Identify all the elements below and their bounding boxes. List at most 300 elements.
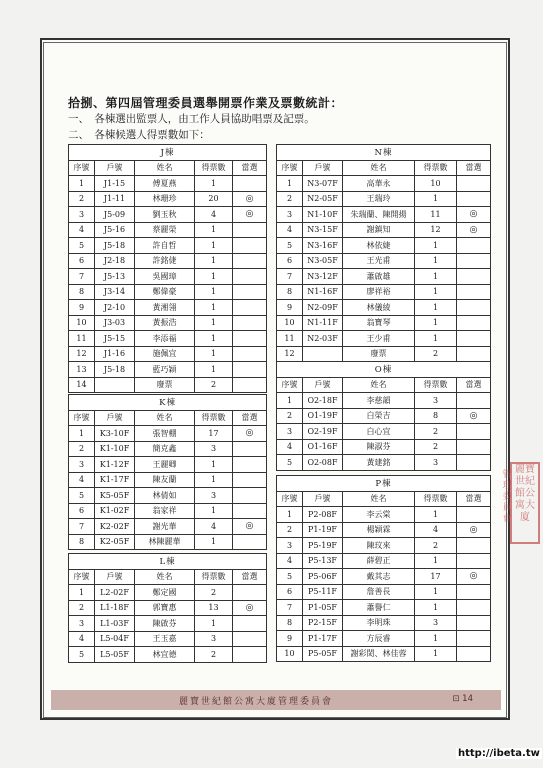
votes-cell: 1 [195, 472, 233, 488]
seq-cell: 9 [69, 300, 95, 316]
elected-cell [233, 534, 267, 550]
table-row [69, 441, 267, 457]
elected-cell [233, 315, 267, 331]
unit-cell: K5-05F [95, 488, 135, 504]
instruction-2: 二、 各棟候選人得票數如下： [68, 129, 210, 141]
elected-cell [457, 455, 491, 471]
name-cell: 廢票 [135, 377, 195, 393]
seq-cell: 11 [277, 331, 303, 347]
seq-cell: 6 [69, 503, 95, 519]
table-row [277, 522, 491, 538]
elected-cell [233, 300, 267, 316]
elected-cell [233, 472, 267, 488]
column-header-seq: 序號 [277, 491, 303, 507]
unit-cell: O2-08F [303, 455, 343, 471]
unit-cell: K2-05F [95, 534, 135, 550]
name-cell: 蕭啟雄 [343, 269, 415, 285]
unit-cell: K3-10F [95, 426, 135, 442]
unit-cell: J3-14 [95, 284, 135, 300]
votes-cell: 1 [415, 269, 457, 285]
elected-cell [457, 315, 491, 331]
seq-cell: 10 [277, 315, 303, 331]
votes-cell: 4 [195, 519, 233, 535]
building-title: N棟 [277, 145, 491, 161]
seq-cell: 11 [69, 331, 95, 347]
table-row [69, 331, 267, 347]
seq-cell: 3 [69, 207, 95, 223]
header-row [277, 160, 491, 176]
votes-cell: 8 [415, 408, 457, 424]
column-header-name: 姓名 [343, 377, 415, 393]
seq-cell: 7 [69, 519, 95, 535]
votes-cell: 2 [195, 377, 233, 393]
seq-cell: 5 [69, 488, 95, 504]
elected-cell [457, 238, 491, 254]
votes-cell: 3 [415, 615, 457, 631]
seq-cell: 12 [69, 346, 95, 362]
unit-cell: N3-05F [303, 253, 343, 269]
elected-cell [457, 507, 491, 523]
table-row [69, 585, 267, 601]
votes-cell: 10 [415, 176, 457, 192]
table-row [277, 393, 491, 409]
name-cell: 翁家祥 [135, 503, 195, 519]
seq-cell: 3 [69, 616, 95, 632]
votes-cell: 1 [195, 238, 233, 254]
table-row [69, 631, 267, 647]
name-cell: 陳啟芬 [135, 616, 195, 632]
elected-cell [233, 441, 267, 457]
name-cell: 謝彩閎、林佳蓉 [343, 646, 415, 662]
name-cell: 李慈韻 [343, 393, 415, 409]
name-cell: 藍巧穎 [135, 362, 195, 378]
unit-cell: N2-05F [303, 191, 343, 207]
unit-cell: L1-18F [95, 600, 135, 616]
column-header-name: 姓名 [343, 491, 415, 507]
unit-cell: K2-02F [95, 519, 135, 535]
column-header-seq: 序號 [69, 410, 95, 426]
column-header-votes: 得票數 [415, 160, 457, 176]
building-j-table [68, 144, 267, 393]
elected-cell [457, 300, 491, 316]
unit-cell: O2-19F [303, 424, 343, 440]
name-cell: 黃建銘 [343, 455, 415, 471]
elected-cell [457, 553, 491, 569]
column-header-name: 姓名 [135, 569, 195, 585]
seq-cell: 1 [69, 176, 95, 192]
seq-cell: 2 [69, 191, 95, 207]
building-title: O棟 [277, 362, 491, 378]
votes-cell: 1 [195, 503, 233, 519]
elected-cell [457, 584, 491, 600]
elected-cell [233, 284, 267, 300]
unit-cell: J3-03 [95, 315, 135, 331]
table-row [69, 519, 267, 535]
table-row [277, 553, 491, 569]
table-row [277, 584, 491, 600]
unit-cell: K1-17F [95, 472, 135, 488]
page-title: 拾捌、第四屆管理委員選舉開票作業及票數統計： [68, 96, 344, 110]
table-row [277, 253, 491, 269]
votes-cell: 4 [195, 207, 233, 223]
votes-cell: 2 [415, 538, 457, 554]
unit-cell: N1-11F [303, 315, 343, 331]
table-row [277, 300, 491, 316]
seq-cell: 5 [277, 569, 303, 585]
elected-cell: ◎ [233, 207, 267, 223]
building-k-table [68, 394, 267, 550]
votes-cell: 1 [195, 362, 233, 378]
name-cell: 林依婕 [343, 238, 415, 254]
unit-cell: K1-10F [95, 441, 135, 457]
seq-cell: 4 [277, 553, 303, 569]
elected-cell [457, 393, 491, 409]
table-row [277, 238, 491, 254]
votes-cell: 1 [415, 315, 457, 331]
column-header-unit: 戶號 [95, 160, 135, 176]
name-cell: 李添福 [135, 331, 195, 347]
table-row [69, 315, 267, 331]
table-row [277, 538, 491, 554]
seq-cell: 8 [277, 615, 303, 631]
header-row [69, 569, 267, 585]
seq-cell: 4 [69, 631, 95, 647]
seq-cell: 10 [277, 646, 303, 662]
elected-cell [457, 284, 491, 300]
table-row [277, 191, 491, 207]
votes-cell: 1 [195, 331, 233, 347]
column-header-seq: 序號 [69, 569, 95, 585]
name-cell: 廢票 [343, 346, 415, 362]
unit-cell: L1-03F [95, 616, 135, 632]
elected-cell [457, 176, 491, 192]
seq-cell: 6 [69, 253, 95, 269]
votes-cell: 1 [415, 553, 457, 569]
seq-cell: 4 [69, 222, 95, 238]
building-title: K棟 [69, 395, 267, 411]
unit-cell: J5-09 [95, 207, 135, 223]
name-cell: 郭寶惠 [135, 600, 195, 616]
elected-cell [233, 488, 267, 504]
elected-cell [457, 538, 491, 554]
name-cell: 簡克鑫 [135, 441, 195, 457]
seq-cell: 1 [69, 426, 95, 442]
column-header-votes: 得票數 [195, 160, 233, 176]
elected-cell [233, 616, 267, 632]
column-header-elected: 當選 [233, 410, 267, 426]
votes-cell: 3 [195, 488, 233, 504]
votes-cell: 1 [195, 457, 233, 473]
page-footer [51, 690, 501, 710]
votes-cell: 1 [415, 331, 457, 347]
votes-cell: 1 [415, 238, 457, 254]
table-row [69, 616, 267, 632]
votes-cell: 1 [195, 253, 233, 269]
votes-cell: 2 [415, 424, 457, 440]
table-row [277, 646, 491, 662]
elected-cell [233, 331, 267, 347]
table-row [69, 207, 267, 223]
elected-cell: ◎ [457, 207, 491, 223]
name-cell: 王瑞玲 [343, 191, 415, 207]
elected-cell [233, 222, 267, 238]
seq-cell: 2 [277, 522, 303, 538]
column-header-unit: 戶號 [303, 377, 343, 393]
seq-cell: 4 [277, 222, 303, 238]
table-row [69, 472, 267, 488]
seq-cell: 14 [69, 377, 95, 393]
votes-cell: 20 [195, 191, 233, 207]
unit-cell: O2-18F [303, 393, 343, 409]
unit-cell: J5-16 [95, 222, 135, 238]
name-cell: 許銘倢 [135, 253, 195, 269]
unit-cell: N2-03F [303, 331, 343, 347]
seq-cell: 12 [277, 346, 303, 362]
seq-cell: 5 [69, 238, 95, 254]
unit-cell: J2-18 [95, 253, 135, 269]
table-row [277, 269, 491, 285]
name-cell: 施佩宜 [135, 346, 195, 362]
seq-cell: 4 [69, 472, 95, 488]
elected-cell [457, 424, 491, 440]
name-cell: 翁寶琴 [343, 315, 415, 331]
seq-cell: 2 [69, 441, 95, 457]
elected-cell [457, 331, 491, 347]
building-title: J棟 [69, 145, 267, 161]
seq-cell: 5 [277, 455, 303, 471]
elected-cell [457, 191, 491, 207]
column-header-elected: 當選 [457, 491, 491, 507]
name-cell: 朱瑞蘭、陳開揚 [343, 207, 415, 223]
table-row [69, 647, 267, 663]
unit-cell: J5-15 [95, 331, 135, 347]
header-row [277, 377, 491, 393]
name-cell: 方辰睿 [343, 631, 415, 647]
elected-cell [233, 346, 267, 362]
elected-cell: ◎ [457, 408, 491, 424]
seq-cell: 1 [277, 176, 303, 192]
name-cell: 戴其志 [343, 569, 415, 585]
seq-cell: 1 [277, 393, 303, 409]
elected-cell [457, 600, 491, 616]
unit-cell: P5-19F [303, 538, 343, 554]
column-header-name: 姓名 [135, 160, 195, 176]
seq-cell: 3 [69, 457, 95, 473]
unit-cell: J5-18 [95, 362, 135, 378]
table-row [277, 569, 491, 585]
unit-cell: N1-16F [303, 284, 343, 300]
column-header-unit: 戶號 [95, 569, 135, 585]
unit-cell: P1-17F [303, 631, 343, 647]
elected-cell [457, 269, 491, 285]
unit-cell: N2-09F [303, 300, 343, 316]
seq-cell: 5 [277, 238, 303, 254]
table-row [277, 207, 491, 223]
votes-cell: 1 [415, 253, 457, 269]
building-o-table [276, 361, 491, 471]
name-cell: 王少甫 [343, 331, 415, 347]
table-row [277, 631, 491, 647]
column-header-votes: 得票數 [195, 410, 233, 426]
seq-cell: 7 [277, 600, 303, 616]
elected-cell [457, 439, 491, 455]
table-row [277, 284, 491, 300]
votes-cell: 1 [415, 300, 457, 316]
seq-cell: 2 [277, 191, 303, 207]
votes-cell: 2 [195, 585, 233, 601]
table-row [69, 488, 267, 504]
unit-cell: J5-18 [95, 238, 135, 254]
table-row [277, 424, 491, 440]
building-l-table [68, 553, 267, 663]
unit-cell [95, 377, 135, 393]
seq-cell: 13 [69, 362, 95, 378]
column-header-votes: 得票數 [195, 569, 233, 585]
seq-cell: 3 [277, 424, 303, 440]
unit-cell: L5-04F [95, 631, 135, 647]
votes-cell: 1 [415, 507, 457, 523]
votes-cell: 1 [415, 284, 457, 300]
table-row [277, 439, 491, 455]
unit-cell: L2-02F [95, 585, 135, 601]
name-cell: 王麗卿 [135, 457, 195, 473]
unit-cell: P1-05F [303, 600, 343, 616]
votes-cell: 1 [195, 300, 233, 316]
name-cell: 林儀綾 [343, 300, 415, 316]
table-row [69, 362, 267, 378]
seal-text: 麗寶世紀館公寓大廈 [515, 464, 535, 523]
unit-cell [303, 346, 343, 362]
column-header-elected: 當選 [457, 377, 491, 393]
name-cell: 李明珠 [343, 615, 415, 631]
table-row [277, 176, 491, 192]
name-cell: 林倩如 [135, 488, 195, 504]
header-row [69, 410, 267, 426]
unit-cell: P5-06F [303, 569, 343, 585]
seq-cell: 4 [277, 439, 303, 455]
seq-cell: 10 [69, 315, 95, 331]
table-row [69, 284, 267, 300]
name-cell: 吳國璋 [135, 269, 195, 285]
votes-cell: 1 [415, 646, 457, 662]
column-header-seq: 序號 [277, 377, 303, 393]
votes-cell: 1 [195, 269, 233, 285]
votes-cell: 1 [415, 584, 457, 600]
votes-cell: 17 [195, 426, 233, 442]
name-cell: 傅夏燕 [135, 176, 195, 192]
votes-cell: 4 [415, 522, 457, 538]
name-cell: 廖祥裕 [343, 284, 415, 300]
table-row [69, 600, 267, 616]
name-cell: 楊穎霖 [343, 522, 415, 538]
unit-cell: N3-16F [303, 238, 343, 254]
name-cell: 陳友蘭 [135, 472, 195, 488]
votes-cell: 1 [415, 631, 457, 647]
column-header-votes: 得票數 [415, 377, 457, 393]
name-cell: 蕭譽仁 [343, 600, 415, 616]
table-row [277, 507, 491, 523]
name-cell: 黃振浩 [135, 315, 195, 331]
column-header-unit: 戶號 [303, 491, 343, 507]
header-row [277, 491, 491, 507]
seq-cell: 1 [69, 585, 95, 601]
unit-cell: O1-19F [303, 408, 343, 424]
name-cell: 白心宜 [343, 424, 415, 440]
unit-cell: P5-11F [303, 584, 343, 600]
elected-cell [233, 362, 267, 378]
name-cell: 劉玉秋 [135, 207, 195, 223]
votes-cell: 3 [195, 441, 233, 457]
table-row [277, 315, 491, 331]
seq-cell: 8 [69, 284, 95, 300]
seq-cell: 2 [277, 408, 303, 424]
elected-cell: ◎ [457, 222, 491, 238]
name-cell: 陳玟來 [343, 538, 415, 554]
table-row [69, 377, 267, 393]
page-number: ⊡ 14 [452, 694, 473, 704]
column-header-seq: 序號 [277, 160, 303, 176]
table-row [277, 455, 491, 471]
organization-seal-inner [500, 470, 514, 530]
name-cell: 王玉嘉 [135, 631, 195, 647]
votes-cell: 3 [195, 631, 233, 647]
table-row [69, 503, 267, 519]
elected-cell: ◎ [457, 569, 491, 585]
name-cell: 白榮吉 [343, 408, 415, 424]
unit-cell: J1-11 [95, 191, 135, 207]
unit-cell: N1-10F [303, 207, 343, 223]
unit-cell: K1-12F [95, 457, 135, 473]
seq-cell: 1 [277, 507, 303, 523]
table-row [69, 457, 267, 473]
votes-cell: 13 [195, 600, 233, 616]
elected-cell [457, 615, 491, 631]
elected-cell [233, 253, 267, 269]
building-title: P棟 [277, 476, 491, 492]
name-cell: 謝鎮知 [343, 222, 415, 238]
table-row [69, 253, 267, 269]
elected-cell [233, 647, 267, 663]
name-cell: 鄭偉豪 [135, 284, 195, 300]
table-row [277, 615, 491, 631]
elected-cell: ◎ [233, 426, 267, 442]
seq-cell: 7 [277, 269, 303, 285]
elected-cell: ◎ [233, 519, 267, 535]
unit-cell: P2-08F [303, 507, 343, 523]
instruction-1: 一、 各棟選出監票人，由工作人員協助唱票及記票。 [68, 113, 315, 125]
votes-cell: 2 [195, 647, 233, 663]
table-row [69, 176, 267, 192]
votes-cell: 1 [415, 191, 457, 207]
name-cell: 林宜德 [135, 647, 195, 663]
table-row [277, 600, 491, 616]
table-row [277, 331, 491, 347]
unit-cell: N3-15F [303, 222, 343, 238]
unit-cell: J1-15 [95, 176, 135, 192]
name-cell: 林陳麗華 [135, 534, 195, 550]
unit-cell: L5-05F [95, 647, 135, 663]
unit-cell: J5-13 [95, 269, 135, 285]
name-cell: 鄭定國 [135, 585, 195, 601]
table-row [277, 408, 491, 424]
seq-cell: 2 [69, 600, 95, 616]
building-p-table [276, 475, 491, 662]
votes-cell: 11 [415, 207, 457, 223]
votes-cell: 1 [195, 222, 233, 238]
name-cell: 林珊珍 [135, 191, 195, 207]
name-cell: 李云棠 [343, 507, 415, 523]
elected-cell [233, 176, 267, 192]
